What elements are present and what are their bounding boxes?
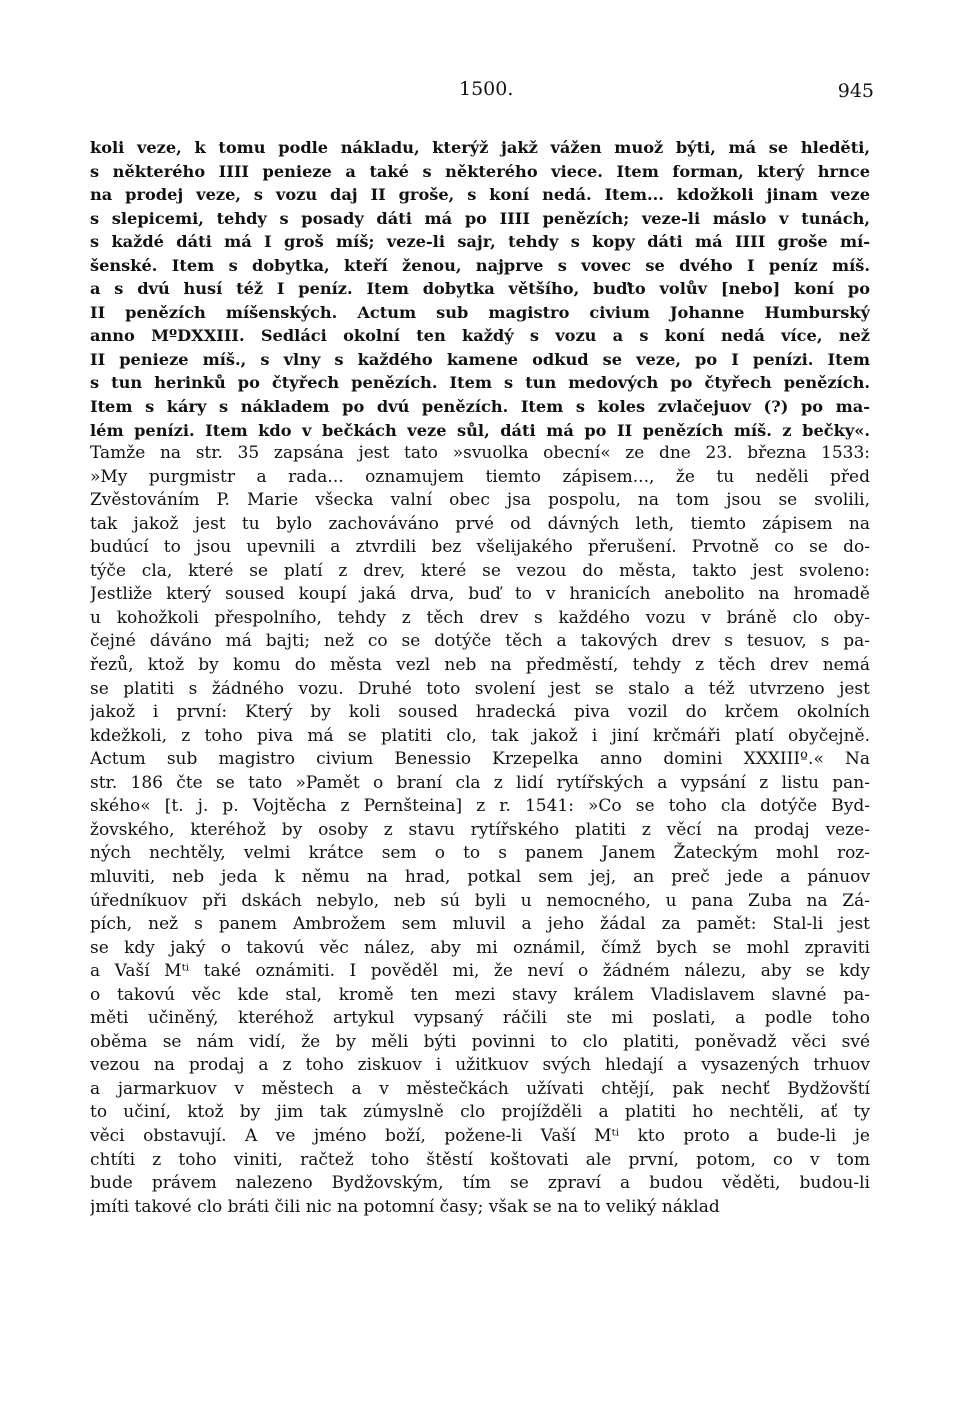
text-line: jmíti takové clo bráti čili nic na potomní časy; však se na to veliký náklad xyxy=(90,1196,720,1217)
text-line: úředníkuov při dskách nebylo, neb sú byli u nemocného, u pana Zuba na Zá- xyxy=(90,890,870,911)
text-line: ných nechtěly, velmi krátce sem o to s panem Janem Žateckým mohl roz- xyxy=(90,843,870,864)
text-line: měti učiněný, kteréhož artykul vypsaný ráčili ste mi poslati, a podle toho xyxy=(90,1008,870,1029)
text-line: str. 186 čte se tato »Pamět o braní cla z lidí rytířských a vypsání z listu pan- xyxy=(90,772,870,793)
text-line: II penězích míšenských. Actum sub magistro civium Johanne Humburský xyxy=(90,302,870,322)
text-line: řezů, ktož by komu do města vezl neb na předměstí, tehdy z těch drev nemá xyxy=(90,655,870,676)
text-line: Item s káry s nákladem po dvú penězích. Item s koles zvlačejuov (?) po ma- xyxy=(90,397,870,417)
text-line: s tun herinků po čtyřech penězích. Item s tun medových po čtyřech penězích. xyxy=(90,373,870,393)
text-line: Actum sub magistro civium Benessio Krzepelka anno domini XXXIIIº.« Na xyxy=(90,749,870,770)
text-line: čejné dáváno má bajti; než co se dotýče těch a takových drev s tesuov, s pa- xyxy=(90,631,870,652)
text-line: koli veze, k tomu podle nákladu, kterýž jakž vážen muož býti, má se hleděti, xyxy=(90,138,870,157)
text-line: se platiti s žádného vozu. Druhé toto svolení jest se stalo a též utvrzeno jest xyxy=(90,678,870,699)
text-line: a s dvú husí též I peníz. Item dobytka většího, buďto volův [nebo] koní po xyxy=(90,279,870,299)
text-line: anno MºDXXIII. Sedláci okolní ten každý s vozu a s koní nedá více, než xyxy=(90,326,870,346)
text-line: s každé dáti má I groš míš; veze-li sajr, tehdy s kopy dáti má IIII groše mí- xyxy=(90,232,870,252)
text-line: Zvěstováním P. Marie všecka valní obec jsa pospolu, na tom jsou se svolili, xyxy=(90,490,870,511)
text-line: o takovú věc kde stal, kromě ten mezi stavy králem Vladislavem slavné pa- xyxy=(90,984,870,1005)
text-line: věci obstavují. A ve jméno boží, požene-li Vaší Mᵗⁱ kto proto a bude-li je xyxy=(90,1125,870,1146)
text-line: kdežkoli, z toho piva má se platiti clo, tak jakož i jiní krčmáři platí obyčejně. xyxy=(90,725,870,746)
text-line: to učiní, ktož by jim tak zúmyslně clo projížděli a platiti ho nechtěli, ať ty xyxy=(90,1102,870,1123)
text-line: Jestliže který soused koupí jaká drva, buď to v hranicích anebolito na hromadě xyxy=(90,584,870,605)
text-line: chtíti z toho viniti, račtež toho štěstí koštovati ale první, potom, co v tom xyxy=(90,1149,870,1170)
page-number: 945 xyxy=(837,80,874,102)
text-line: a Vaší Mᵗⁱ také oznámiti. I pověděl mi, že neví o žádném nálezu, aby se kdy xyxy=(90,961,870,982)
text-line: oběma se nám vidí, že by měli býti povinni to clo platiti, poněvadž věci své xyxy=(90,1031,870,1052)
text-line: jakož i první: Který by koli soused hradecká piva vozil do krčem okolních xyxy=(90,702,870,723)
text-line: lém penízi. Item kdo v bečkách veze sůl, dáti má po II penězích míš. z bečky«. xyxy=(90,420,870,440)
text-line: vezou na prodaj a z toho ziskuov i užitkuov svých hledají a vysazených trhuov xyxy=(90,1055,870,1076)
text-line: »My purgmistr a rada... oznamujem tiemto zápisem..., že tu neděli před xyxy=(90,466,870,487)
text-line: bude právem nalezeno Bydžovským, tím se zpraví a budou věděti, budou-li xyxy=(90,1173,870,1194)
text-line: II penieze míš., s vlny s každého kamene odkud se veze, po I penízi. Item xyxy=(90,349,870,369)
body-text xyxy=(90,136,870,1219)
text-line: žovského, kteréhož by osoby z stavu rytířského platiti z věcí na prodaj veze- xyxy=(90,819,870,840)
text-line: mluviti, neb jeda k němu na hrad, potkal sem jej, an preč jede a pánuov xyxy=(90,866,870,887)
text-line: týče cla, které se platí z drev, které se vezou do města, takto jest svoleno: xyxy=(90,560,870,581)
text-line: na prodej veze, s vozu daj II groše, s koní nedá. Item... kdožkoli jinam veze xyxy=(90,185,870,205)
text-line: a jarmarkuov v městech a v městečkách užívati chtějí, pak nechť Bydžovští xyxy=(90,1078,870,1099)
text-line: s slepicemi, tehdy s posady dáti má po IIII penězích; veze-li máslo v tunách, xyxy=(90,208,870,228)
text-line: ského« [t. j. p. Vojtěcha z Pernšteina] z r. 1541: »Co se toho cla dotýče Byd- xyxy=(90,796,870,817)
text-line: Tamže na str. 35 zapsána jest tato »svuolka obecní« ze dne 23. března 1533: xyxy=(90,443,870,464)
text-line: se kdy jaký o takovú věc nález, aby mi oznámil, čímž bych se mohl zpraviti xyxy=(90,937,870,958)
text-line: budúcí to jsou upevnili a ztvrdili bez všelijakého přerušení. Prvotně co se do- xyxy=(90,537,870,558)
text-line: šenské. Item s dobytka, kteří ženou, najprve s vovec se dvého I peníz míš. xyxy=(90,255,870,275)
text-line: s některého IIII penieze a také s některého viece. Item forman, který hrnce xyxy=(90,161,870,181)
text-line: tak jakož jest tu bylo zachováváno prvé od dávných leth, tiemto zápisem na xyxy=(90,513,870,534)
text-line: pích, než s panem Ambrožem sem mluvil a jeho žádal za pamět: Stal-li jest xyxy=(90,914,870,935)
text-line: u kohožkoli přespolního, tehdy z těch drev s každého vozu v bráně clo oby- xyxy=(90,607,870,628)
running-header-year: 1500. xyxy=(459,78,514,100)
